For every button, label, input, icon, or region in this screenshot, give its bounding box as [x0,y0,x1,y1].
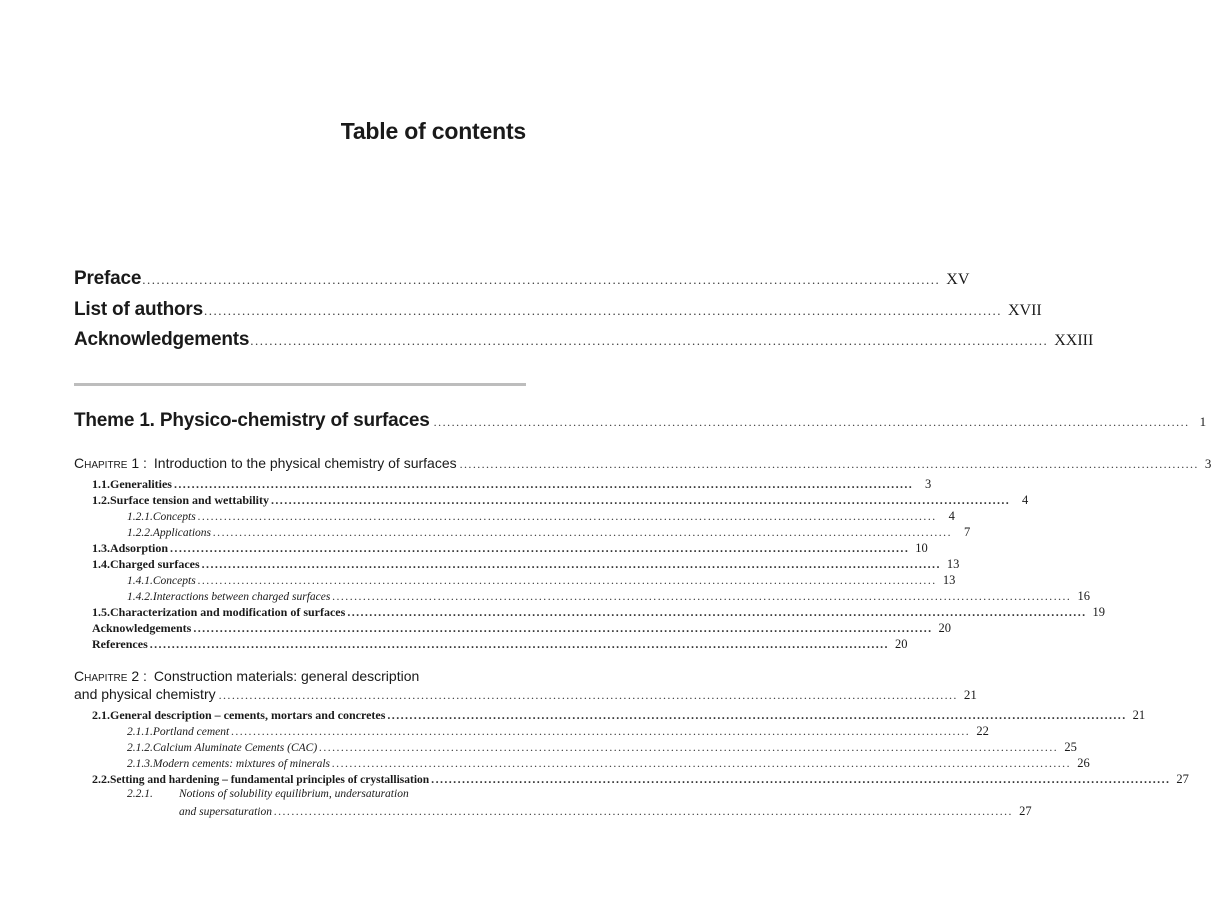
entry-title: References [92,637,148,651]
section-page: 19 [1092,605,1106,619]
subsection-number: 1.2.2. [127,527,153,539]
entry-page: XV [946,271,970,288]
theme-page: 1 [1199,414,1207,429]
page-title: Table of contents [340,118,526,144]
subsection-number: 1.2.1. [127,511,153,523]
section-page: 4 [1021,493,1029,507]
toc-entry-references[interactable] [92,637,908,653]
dot-leader: ........................................................................................................................................................................ [197,509,937,523]
chapter-title: Construction materials: general description [153,668,420,684]
toc-chapter-2-line2[interactable] [74,686,977,704]
dot-leader: ........................................................................................................................................................................ [271,493,1011,507]
toc-section[interactable] [92,541,928,557]
dot-leader: ........................................................................................................................................................................ [218,688,958,702]
entry-title: List of authors [74,299,203,320]
toc-subsection[interactable] [127,525,971,541]
subsection-page: 26 [1077,756,1090,770]
dot-leader: ........................................................................................................................................................................ [332,589,1072,603]
toc-section[interactable] [92,605,1106,621]
dot-leader: ........................................................................................................................................................................ [149,637,889,651]
chapter-label [74,668,147,684]
entry-title: Acknowledgements [74,329,250,350]
entry-page: 20 [938,621,952,635]
section-page: 21 [1132,708,1146,722]
chapter-page: 21 [963,687,977,702]
toc-entry-chapter-acknowledgements[interactable] [92,621,952,637]
dot-leader: ........................................................................................................................................................................ [347,605,1087,619]
toc-chapter-2-line1[interactable] [74,668,526,686]
subsection-page: 4 [948,509,955,523]
subsection-number: 2.1.1. [127,726,153,738]
entry-title: Preface [74,268,142,289]
subsection-page: 7 [963,525,971,539]
toc-section[interactable] [92,557,960,573]
chapter-title-continued: and physical chemistry [74,686,216,702]
section-number: 1.2. [92,493,110,507]
subsection-number: 2.2.1. [127,788,153,800]
toc-subsection[interactable] [127,756,1090,772]
section-title: Setting and hardening – fundamental principles of crystallisation [110,774,430,786]
dot-leader: ........................................................................................................................................................................ [170,541,910,555]
subsection-number: 2.1.2. [127,742,153,754]
section-page: 10 [915,541,928,555]
chapter-keyword: Chapitre [74,668,128,684]
subsection-number: 1.4.1. [127,575,153,587]
dot-leader: ........................................................................................................................................................................ [431,772,1171,786]
dot-leader: ........................................................................................................................................................................ [273,804,1014,818]
dot-leader: ........................................................................................................................................................................ [193,621,933,635]
subsection-page: 25 [1064,740,1077,754]
section-title: Characterization and modification of surfaces [110,605,346,619]
toc-section[interactable] [92,477,932,493]
toc-section[interactable] [92,493,1029,509]
entry-page: 20 [894,637,908,651]
subsection-page: 22 [976,724,989,738]
dot-leader: ........................................................................................................................................................................ [201,557,941,571]
dot-leader: ........................................................................................................................................................................ [319,740,1059,754]
toc-chapter-1[interactable] [74,455,1211,473]
dot-leader: ........................................................................................................................................................................ [142,272,941,287]
section-number: 2.1. [92,708,110,722]
toc-entry-acknowledgements[interactable] [74,329,1094,357]
toc-theme-1[interactable] [74,410,1207,436]
dot-leader: ........................................................................................................................................................................ [459,457,1199,471]
subsection-page: 13 [942,573,956,587]
toc-section[interactable] [92,772,1189,788]
chapter-label [74,455,147,471]
toc-entry-list-of-authors[interactable] [74,299,1042,327]
toc-subsection-line2[interactable] [179,804,1032,820]
toc-subsection-line1[interactable] [127,788,526,804]
section-title: Adsorption [110,541,169,555]
subsection-title: Modern cements: mixtures of minerals [152,758,331,770]
chapter-title: Introduction to the physical chemistry of surfaces [153,455,457,471]
subsection-page: 16 [1077,589,1091,603]
chapter-page: 3 [1204,456,1211,471]
toc-subsection[interactable] [127,509,955,525]
section-page: 27 [1176,772,1189,786]
dot-leader: ........................................................................................................................................................................ [433,415,1190,429]
section-divider [74,383,526,386]
subsection-number: 2.1.3. [127,758,153,770]
subsection-title: Portland cement [152,726,230,738]
dot-leader: ........................................................................................................................................................................ [213,525,953,539]
dot-leader: ........................................................................................................................................................................ [203,303,1002,318]
section-number: 1.1. [92,477,110,491]
section-number: 2.2. [92,772,110,786]
toc-subsection[interactable] [127,740,1077,756]
subsection-page: 27 [1019,804,1032,818]
section-title: Surface tension and wettability [110,493,269,507]
theme-title: Theme 1. Physico-chemistry of surfaces [74,410,430,431]
section-page: 13 [946,557,960,571]
chapter-keyword: Chapitre [74,455,128,471]
dot-leader: ........................................................................................................................................................................ [197,573,937,587]
subsection-title: Calcium Aluminate Cements (CAC) [152,742,318,754]
dot-leader: ........................................................................................................................................................................ [332,756,1072,770]
subsection-number: 1.4.2. [127,591,153,603]
section-number: 1.5. [92,605,110,619]
subsection-title: Interactions between charged surfaces [152,591,331,603]
toc-subsection[interactable] [127,724,989,740]
dot-leader: ........................................................................................................................................................................ [387,708,1127,722]
toc-section[interactable] [92,708,1146,724]
subsection-title: Notions of solubility equilibrium, undersaturation [179,788,409,800]
section-number: 1.3. [92,541,110,555]
section-number: 1.4. [92,557,110,571]
subsection-title-continued: and supersaturation [179,806,272,818]
chapter-number: 2 : [131,668,147,684]
entry-page: XVII [1007,302,1042,319]
entry-title: Acknowledgements [92,621,192,635]
section-title: Generalities [110,477,172,491]
toc-subsection[interactable] [127,589,1091,605]
dot-leader: ........................................................................................................................................................................ [250,333,1049,348]
chapter-number: 1 : [131,455,147,471]
entry-page: XXIII [1054,332,1094,349]
dot-leader: ........................................................................................................................................................................ [231,724,971,738]
section-page: 3 [924,477,932,491]
subsection-title: Applications [152,527,212,539]
dot-leader: ........................................................................................................................................................................ [173,477,914,491]
section-title: Charged surfaces [110,557,200,571]
subsection-title: Concepts [152,575,196,587]
subsection-title: Concepts [152,511,196,523]
section-title: General description – cements, mortars and concretes [110,708,386,722]
toc-entry-preface[interactable] [74,268,970,296]
toc-subsection[interactable] [127,573,956,589]
